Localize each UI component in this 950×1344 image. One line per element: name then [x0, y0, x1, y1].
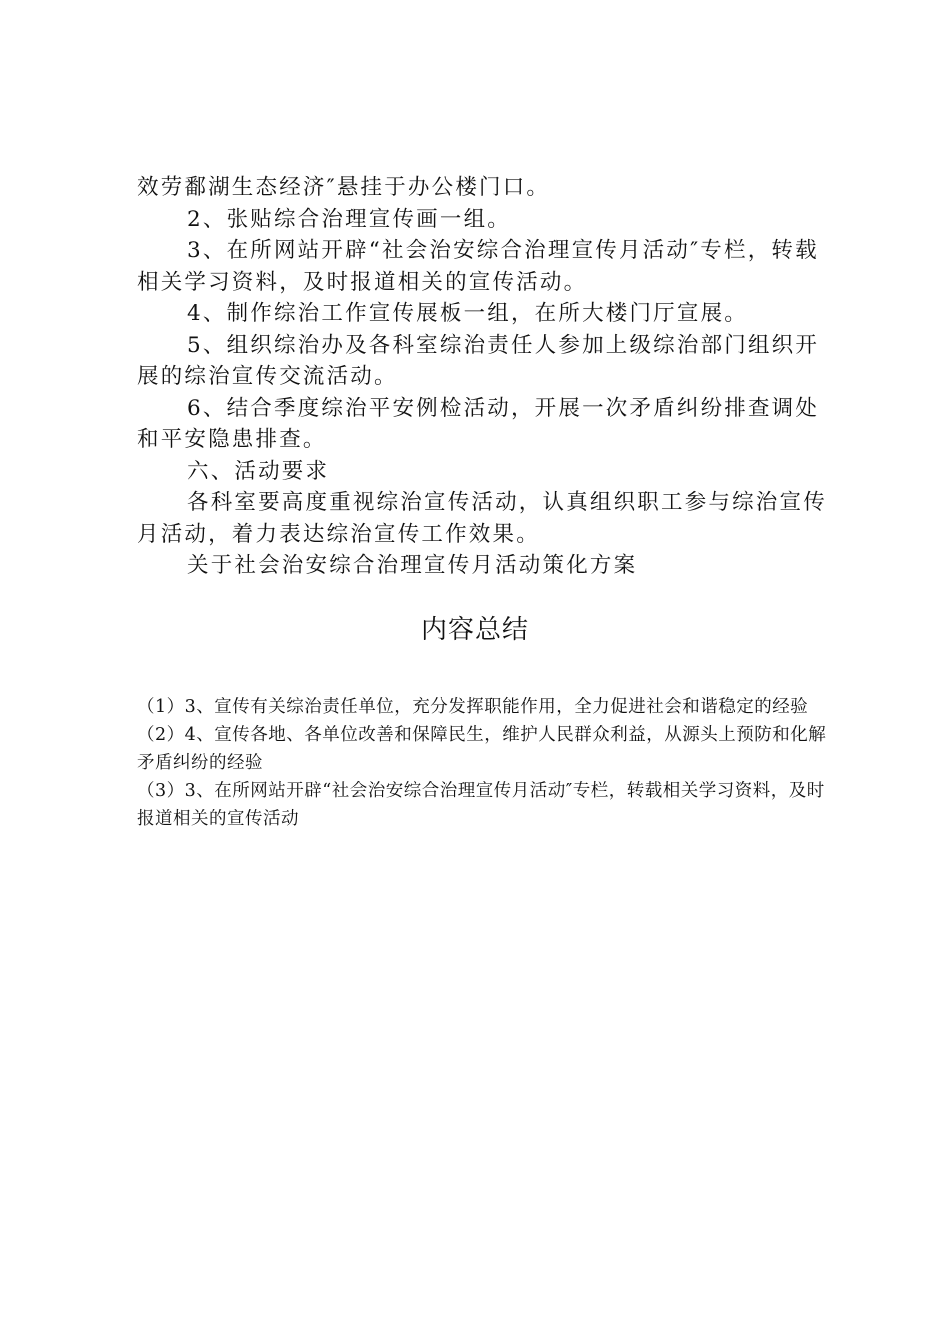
section-heading-requirements: 六、活动要求 — [187, 458, 330, 484]
summary-item-3: （3）3、在所网站开辟“社会治安综合治理宣传月活动″专栏，转载相关学习资料，及时报道相关的宣传活动 — [137, 781, 825, 829]
body-paragraph-6: 6、结合季度综治平安例检活动，开展一次矛盾纠纷排查调处和平安隐患排查。 — [137, 395, 820, 452]
summary-list — [137, 693, 827, 833]
body-paragraph-5: 5、组织综治办及各科室综治责任人参加上级综治部门组织开展的综治宣传交流活动。 — [137, 332, 820, 389]
body-paragraph-2: 2、张贴综合治理宣传画一组。 — [187, 206, 511, 232]
body-paragraph-3: 3、在所网站开辟“社会治安综合治理宣传月活动″专栏，转载相关学习资料，及时报道相关的宣传活动。 — [137, 238, 819, 295]
summary-title: 内容总结 — [420, 615, 529, 645]
document-title-line: 关于社会治安综合治理宣传月活动策化方案 — [187, 553, 638, 578]
document-body — [137, 172, 827, 582]
summary-item-2: （2）4、宣传各地、各单位改善和保障民生，维护人民群众利益，从源头上预防和化解矛盾纠纷的经验 — [137, 725, 827, 773]
body-paragraph-4: 4、制作综治工作宣传展板一组，在所大楼门厅宣展。 — [187, 301, 748, 326]
body-paragraph-1: 效劳鄱湖生态经济″悬挂于办公楼门口。 — [137, 175, 551, 200]
summary-item-1: （1）3、宣传有关综治责任单位，充分发挥职能作用，全力促进社会和谐稳定的经验 — [137, 697, 809, 717]
body-paragraph-8: 各科室要高度重视综治宣传活动，认真组织职工参与综治宣传月活动，着力表达综治宣传工作效果。 — [137, 490, 827, 547]
